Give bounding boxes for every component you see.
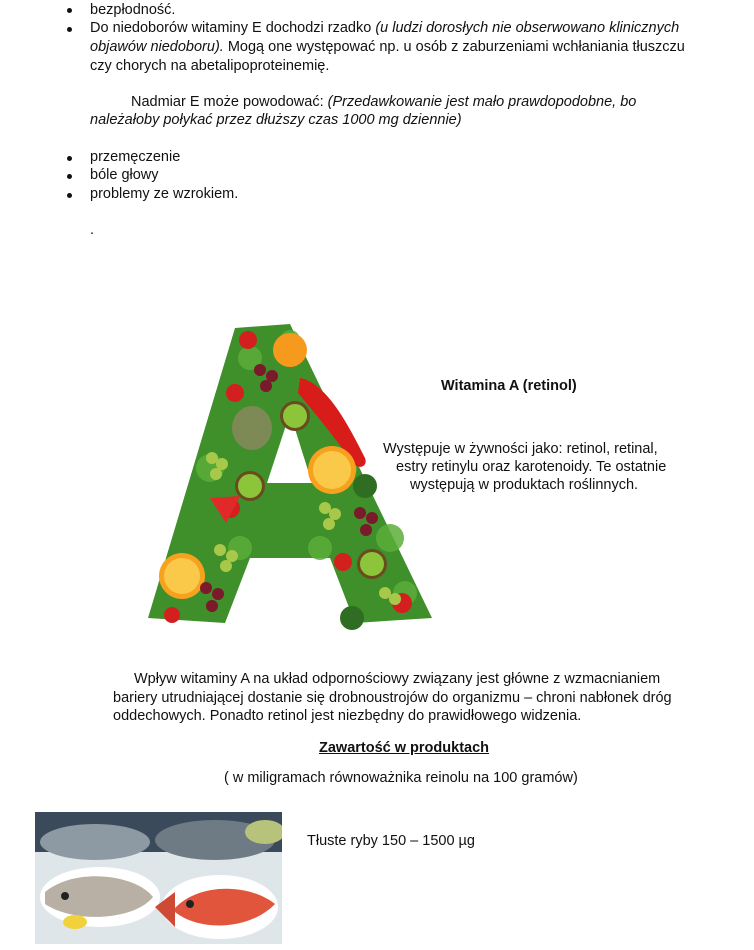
content-unit: ( w miligramach równoważnika reinolu na 100 gramów) xyxy=(224,770,578,786)
bullet-dot xyxy=(67,156,72,161)
fruit-letter-a-image xyxy=(140,318,440,633)
bullet-text: bezpłodność. xyxy=(90,2,176,18)
bullet-item xyxy=(90,1,175,19)
overdose-line xyxy=(131,93,636,111)
vitamin-a-description: występują w produktach roślinnych. xyxy=(410,477,639,493)
bullet-dot xyxy=(67,193,72,198)
fish-platter-image xyxy=(35,812,282,944)
bullet-dot xyxy=(67,8,72,13)
continuation-normal: Mogą one występować np. u osób z zaburzeniami wchłaniania tłuszczu xyxy=(223,39,685,55)
bullet-dot xyxy=(67,174,72,179)
immunity-paragraph-line: bariery utrudniającej dostanie się drobnoustrojów do organizmu – chroni nabłonek dróg xyxy=(113,690,672,706)
continuation-italic: objawów niedoboru). xyxy=(90,39,224,55)
bullet-continuation: czy chorych na abetalipoproteinemię. xyxy=(90,58,330,74)
immunity-paragraph-line: oddechowych. Ponadto retinol jest niezbędny do prawidłowego widzenia. xyxy=(113,708,582,724)
bullet-text-italic: (u ludzi dorosłych nie obserwowano klinicznych xyxy=(375,20,680,36)
effect-item: bóle głowy xyxy=(90,167,159,183)
vitamin-a-description: Występuje w żywności jako: retinol, retinal, xyxy=(383,441,658,457)
effect-item: przemęczenie xyxy=(90,149,181,165)
content-heading: Zawartość w produktach xyxy=(319,740,490,756)
bullet-dot xyxy=(67,27,72,32)
overdose-italic: (Przedawkowanie jest mało prawdopodobne, bo xyxy=(327,94,637,110)
vitamin-a-title: Witamina A (retinol) xyxy=(441,378,577,394)
bullet-text: Do niedoborów witaminy E dochodzi rzadko xyxy=(90,20,376,36)
vitamin-a-description: estry retinylu oraz karotenoidy. Te ostatnie xyxy=(396,459,667,475)
overdose-lead: Nadmiar E może powodować: xyxy=(131,94,328,110)
immunity-paragraph-line: Wpływ witaminy A na układ odpornościowy związany jest główne z wzmacnianiem xyxy=(134,671,661,687)
product-item: Tłuste ryby 150 – 1500 µg xyxy=(307,833,475,849)
stray-dot: . xyxy=(90,222,95,238)
bullet-item xyxy=(90,19,679,37)
overdose-line-2: należałoby połykać przez dłuższy czas 1000 mg dziennie) xyxy=(90,112,462,128)
fish-illustration xyxy=(35,812,282,944)
bullet-continuation xyxy=(90,38,685,56)
effect-item: problemy ze wzrokiem. xyxy=(90,186,239,202)
